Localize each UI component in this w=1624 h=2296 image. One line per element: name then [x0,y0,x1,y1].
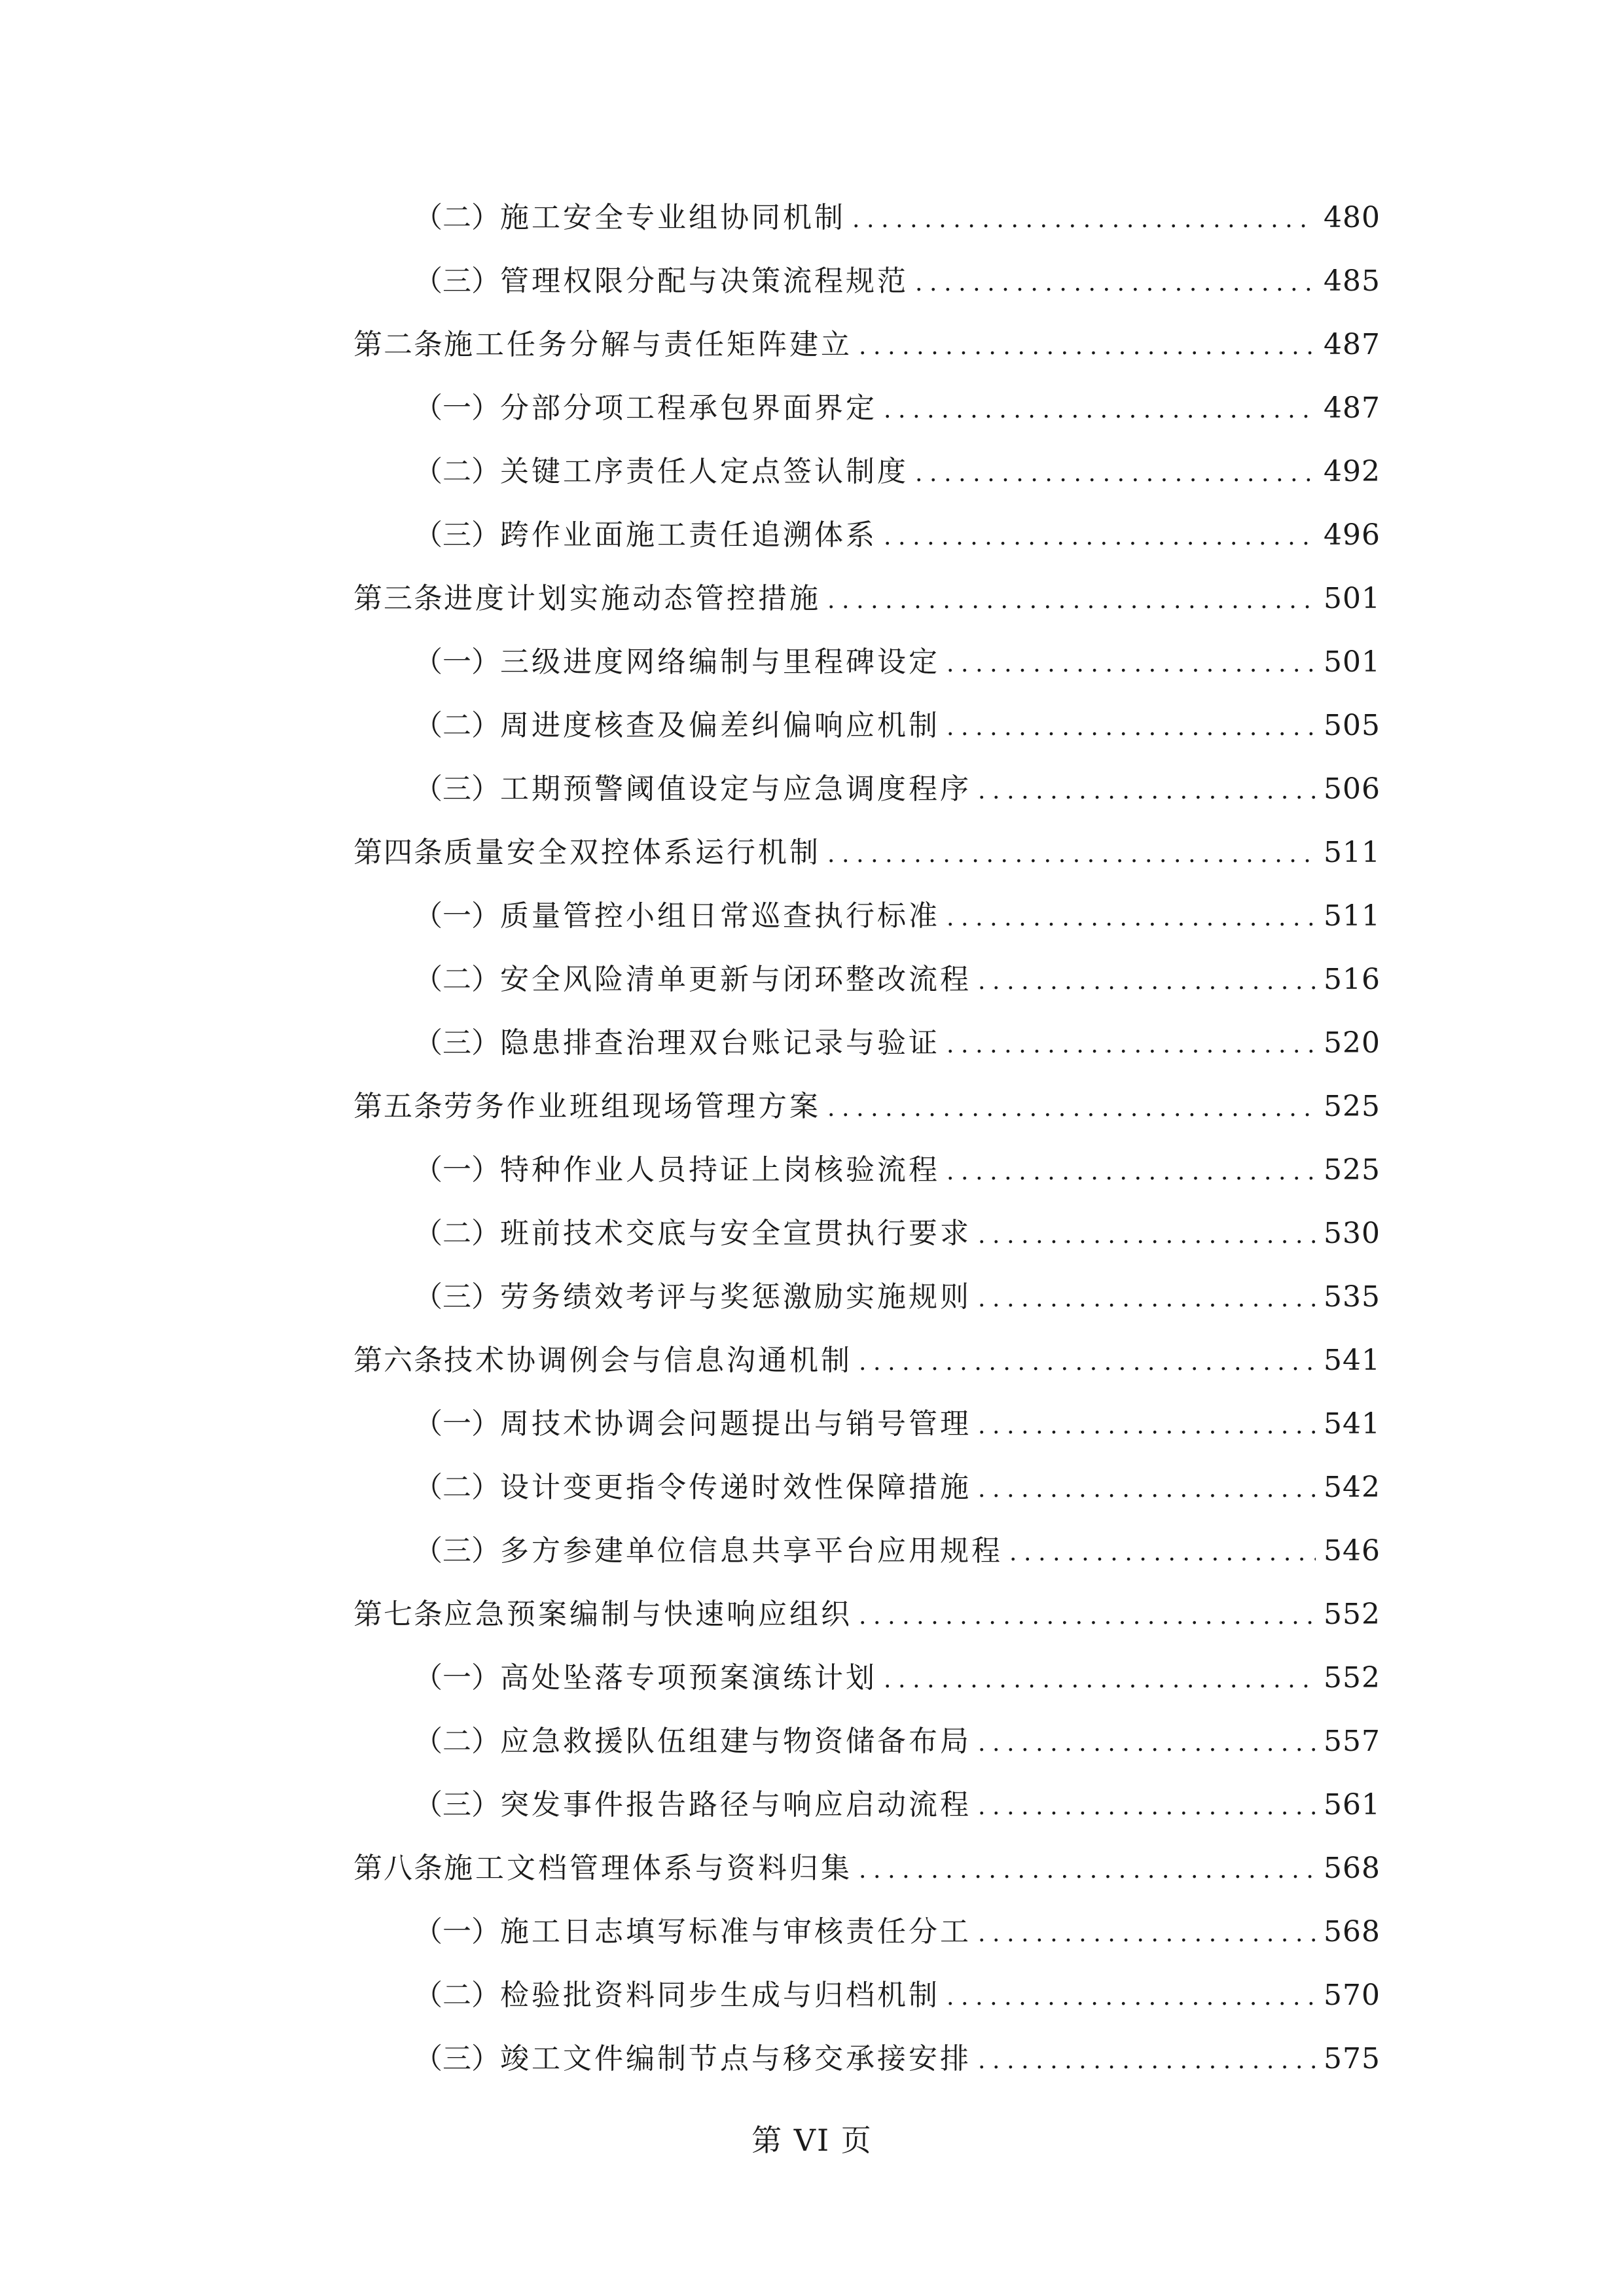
toc-entry-title: 突发事件报告路径与响应启动流程 [500,1788,971,1821]
toc-entry-page-number: 525 [1324,1090,1380,1123]
toc-section-entry[interactable] [414,186,1380,249]
toc-dot-leader [947,1013,1316,1077]
toc-entry-title: 班前技术交底与安全宣贯执行要求 [500,1217,971,1250]
toc-entry-number: 第八条 [353,1852,444,1885]
toc-entry-title: 工期预警阈值设定与应急调度程序 [500,772,971,806]
toc-entry-title: 三级进度网络编制与里程碑设定 [500,645,940,679]
toc-dot-leader [827,1077,1316,1140]
toc-entry-number: （一） [414,1153,500,1187]
toc-entry-title: 劳务作业班组现场管理方案 [444,1090,821,1123]
toc-entry-title: 周进度核查及偏差纠偏响应机制 [500,709,940,742]
toc-dot-leader [978,1712,1316,1775]
toc-dot-leader [884,505,1316,569]
toc-entry-page-number: 530 [1324,1217,1380,1250]
toc-section-entry[interactable] [414,1773,1380,1837]
toc-section-entry[interactable] [414,630,1380,694]
toc-section-entry[interactable] [414,1202,1380,1265]
toc-entry-title: 施工任务分解与责任矩阵建立 [444,328,852,361]
toc-dot-leader [859,315,1316,378]
toc-entry-number: （二） [414,709,500,742]
toc-entry-number: 第二条 [353,328,444,361]
toc-entry-number: （二） [414,1725,500,1758]
toc-entry-number: （三） [414,2042,500,2075]
toc-entry-page-number: 570 [1324,1979,1380,2012]
toc-entry-page-number: 535 [1324,1280,1380,1314]
toc-entry-page-number: 485 [1324,264,1380,298]
toc-entry-title: 特种作业人员持证上岗核验流程 [500,1153,940,1187]
toc-entry-title: 应急预案编制与快速响应组织 [444,1598,852,1631]
toc-entry-title: 劳务绩效考评与奖惩激励实施规则 [500,1280,971,1314]
toc-dot-leader [947,1965,1316,2029]
toc-entry-page-number: 511 [1324,836,1380,869]
toc-chapter-entry[interactable] [353,1583,1380,1646]
toc-entry-page-number: 505 [1324,709,1380,742]
toc-dot-leader [884,1648,1316,1712]
toc-entry-page-number: 487 [1324,328,1380,361]
toc-chapter-entry[interactable] [353,1329,1380,1392]
toc-entry-page-number: 552 [1324,1598,1380,1631]
toc-chapter-entry[interactable] [353,821,1380,884]
toc-entry-title: 应急救援队伍组建与物资储备布局 [500,1725,971,1758]
toc-dot-leader [947,696,1316,759]
toc-section-entry[interactable] [414,1265,1380,1329]
toc-entry-title: 技术协调例会与信息沟通机制 [444,1344,852,1377]
toc-section-entry[interactable] [414,948,1380,1011]
toc-dot-leader [1009,1521,1316,1585]
toc-section-entry[interactable] [414,249,1380,313]
toc-section-entry[interactable] [414,1519,1380,1583]
toc-entry-number: （三） [414,1788,500,1821]
toc-entry-title: 多方参建单位信息共享平台应用规程 [500,1534,1003,1568]
toc-entry-page-number: 568 [1324,1852,1380,1885]
toc-entry-title: 隐患排查治理双台账记录与验证 [500,1026,940,1060]
toc-section-entry[interactable] [414,884,1380,948]
toc-entry-number: （三） [414,772,500,806]
toc-entry-number: （二） [414,1471,500,1504]
toc-entry-number: 第四条 [353,836,444,869]
toc-entry-page-number: 525 [1324,1153,1380,1187]
toc-entry-page-number: 516 [1324,963,1380,996]
toc-entry-page-number: 492 [1324,455,1380,488]
toc-section-entry[interactable] [414,1138,1380,1202]
toc-dot-leader [978,1267,1316,1331]
toc-dot-leader [915,442,1316,505]
toc-entry-title: 施工文档管理体系与资料归集 [444,1852,852,1885]
toc-entry-number: （一） [414,899,500,933]
toc-dot-leader [978,1775,1316,1839]
toc-entry-number: （三） [414,518,500,552]
toc-entry-page-number: 501 [1324,582,1380,615]
toc-chapter-entry[interactable] [353,313,1380,376]
toc-section-entry[interactable] [414,440,1380,503]
toc-section-entry[interactable] [414,2027,1380,2090]
toc-entry-number: 第三条 [353,582,444,615]
toc-section-entry[interactable] [414,1392,1380,1456]
toc-dot-leader [947,632,1316,696]
toc-section-entry[interactable] [414,1710,1380,1773]
toc-entry-page-number: 542 [1324,1471,1380,1504]
toc-dot-leader [947,1140,1316,1204]
toc-entry-number: （一） [414,1407,500,1441]
toc-entry-page-number: 561 [1324,1788,1380,1821]
toc-entry-page-number: 520 [1324,1026,1380,1060]
toc-entry-title: 质量安全双控体系运行机制 [444,836,821,869]
toc-entry-number: （一） [414,391,500,425]
toc-entry-number: （二） [414,963,500,996]
toc-entry-title: 施工日志填写标准与审核责任分工 [500,1915,971,1948]
toc-section-entry[interactable] [414,757,1380,821]
toc-entry-number: 第七条 [353,1598,444,1631]
toc-chapter-entry[interactable] [353,567,1380,630]
toc-section-entry[interactable] [414,694,1380,757]
toc-entry-number: （三） [414,1280,500,1314]
toc-dot-leader [859,1585,1316,1648]
toc-entry-title: 进度计划实施动态管控措施 [444,582,821,615]
toc-dot-leader [852,188,1316,251]
toc-entry-number: （二） [414,201,500,234]
toc-dot-leader [827,569,1316,632]
toc-entry-title: 设计变更指令传递时效性保障措施 [500,1471,971,1504]
toc-entry-page-number: 541 [1324,1344,1380,1377]
toc-entry-number: 第五条 [353,1090,444,1123]
toc-entry-title: 高处坠落专项预案演练计划 [500,1661,877,1695]
toc-entry-number: （二） [414,1217,500,1250]
toc-entry-title: 分部分项工程承包界面界定 [500,391,877,425]
toc-dot-leader [859,1839,1316,1902]
toc-dot-leader [859,1331,1316,1394]
toc-entry-title: 安全风险清单更新与闭环整改流程 [500,963,971,996]
toc-chapter-entry[interactable] [353,1837,1380,1900]
toc-entry-page-number: 557 [1324,1725,1380,1758]
toc-entry-page-number: 541 [1324,1407,1380,1441]
toc-entry-page-number: 501 [1324,645,1380,679]
toc-section-entry[interactable] [414,1646,1380,1710]
toc-entry-page-number: 511 [1324,899,1380,933]
toc-section-entry[interactable] [414,1964,1380,2027]
toc-entry-number: 第六条 [353,1344,444,1377]
toc-dot-leader [978,1458,1316,1521]
toc-entry-title: 管理权限分配与决策流程规范 [500,264,909,298]
toc-entry-title: 施工安全专业组协同机制 [500,201,846,234]
toc-dot-leader [978,950,1316,1013]
toc-dot-leader [827,823,1316,886]
toc-entry-title: 跨作业面施工责任追溯体系 [500,518,877,552]
toc-entry-title: 竣工文件编制节点与移交承接安排 [500,2042,971,2075]
toc-entry-number: （二） [414,1979,500,2012]
toc-entry-page-number: 480 [1324,201,1380,234]
toc-chapter-entry[interactable] [353,1075,1380,1138]
toc-dot-leader [978,1902,1316,1965]
toc-entry-number: （三） [414,1534,500,1568]
toc-entry-number: （三） [414,1026,500,1060]
toc-entry-page-number: 506 [1324,772,1380,806]
toc-dot-leader [978,1204,1316,1267]
toc-entry-title: 关键工序责任人定点签认制度 [500,455,909,488]
toc-dot-leader [978,1394,1316,1458]
toc-entry-number: （二） [414,455,500,488]
toc-entry-number: （一） [414,645,500,679]
toc-entry-page-number: 546 [1324,1534,1380,1568]
toc-section-entry[interactable] [414,376,1380,440]
toc-dot-leader [915,251,1316,315]
toc-entry-title: 周技术协调会问题提出与销号管理 [500,1407,971,1441]
toc-dot-leader [978,2029,1316,2092]
toc-entry-number: （三） [414,264,500,298]
toc-entry-page-number: 568 [1324,1915,1380,1948]
toc-entry-page-number: 487 [1324,391,1380,425]
toc-entry-number: （一） [414,1661,500,1695]
toc-entry-page-number: 552 [1324,1661,1380,1695]
toc-section-entry[interactable] [414,503,1380,567]
toc-section-entry[interactable] [414,1456,1380,1519]
page-number-footer: 第 VI 页 [751,2123,873,2158]
toc-entry-number: （一） [414,1915,500,1948]
toc-section-entry[interactable] [414,1011,1380,1075]
toc-dot-leader [947,886,1316,950]
toc-entry-page-number: 575 [1324,2042,1380,2075]
toc-entry-title: 质量管控小组日常巡查执行标准 [500,899,940,933]
toc-section-entry[interactable] [414,1900,1380,1964]
toc-entry-title: 检验批资料同步生成与归档机制 [500,1979,940,2012]
toc-dot-leader [978,759,1316,823]
toc-dot-leader [884,378,1316,442]
toc-entry-page-number: 496 [1324,518,1380,552]
